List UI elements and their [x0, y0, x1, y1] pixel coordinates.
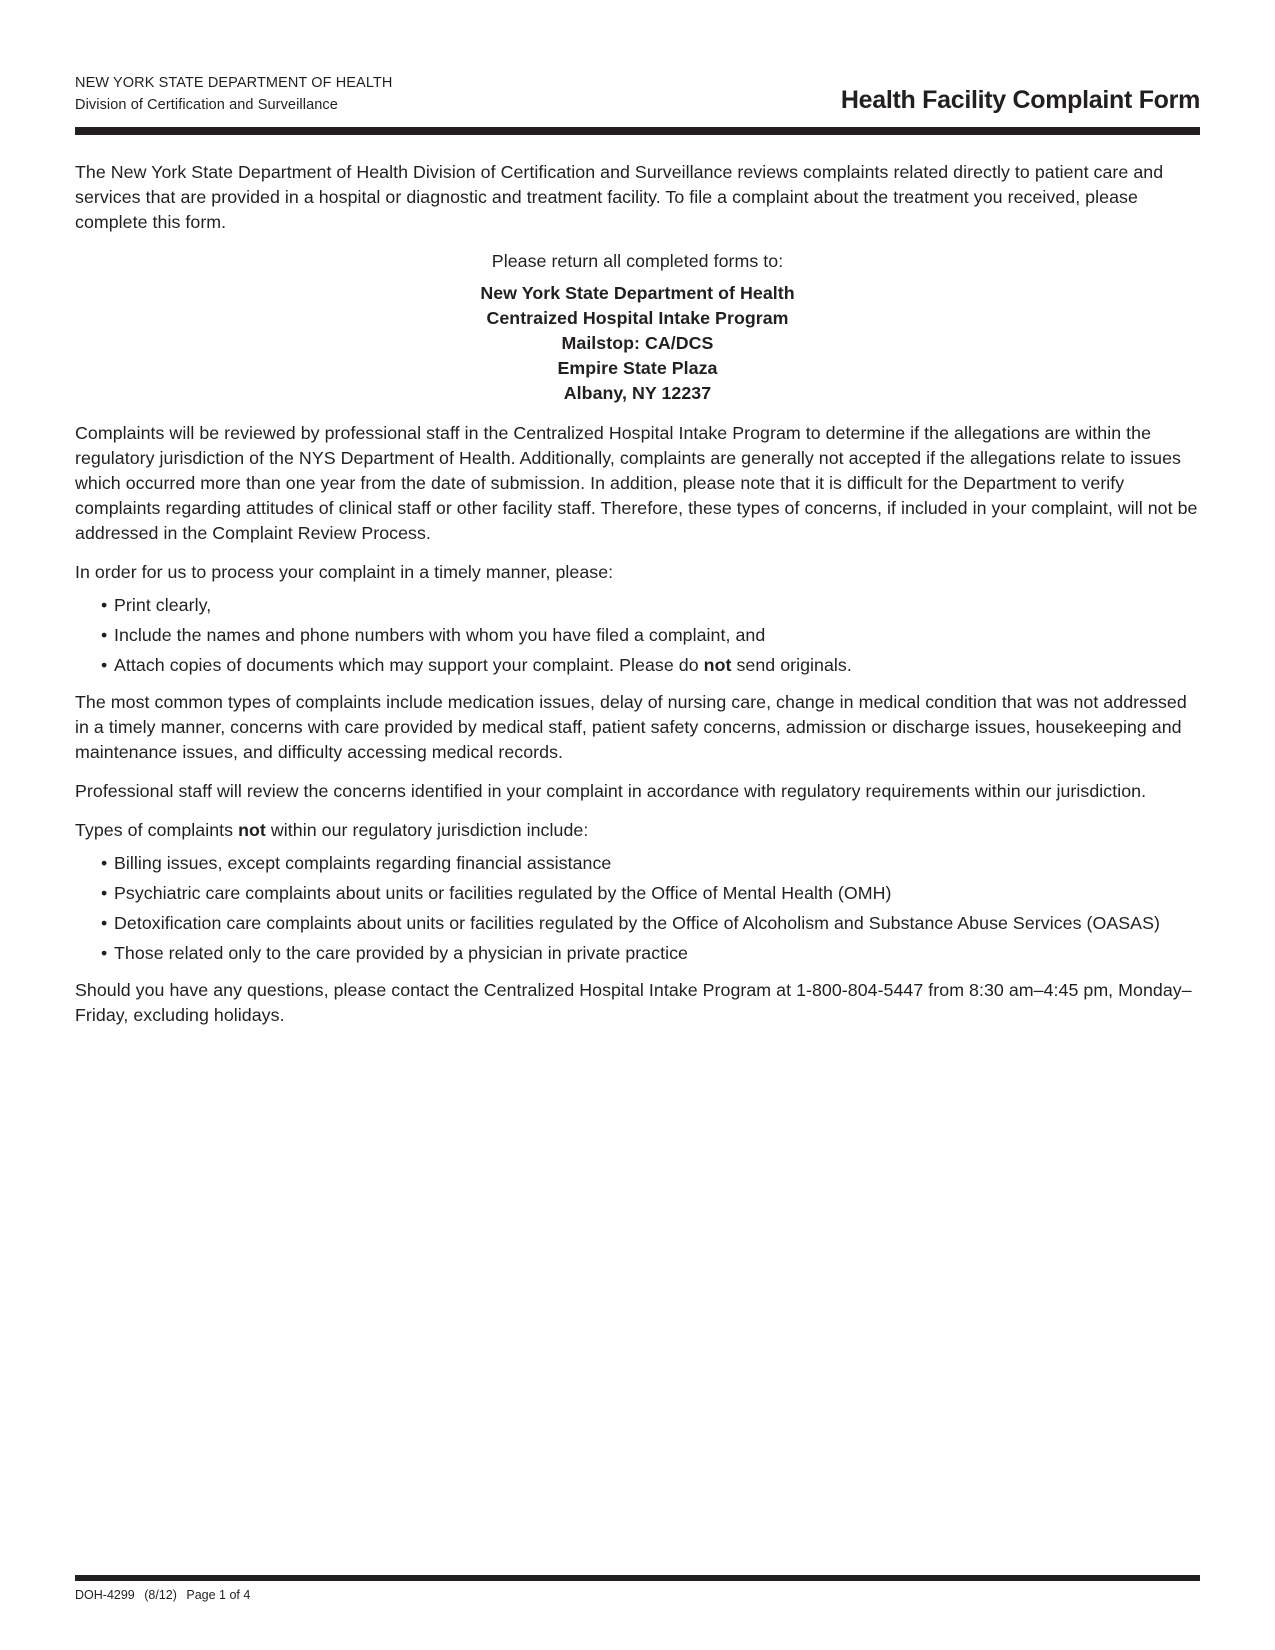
page-number: Page 1 of 4 [186, 1588, 251, 1602]
address-line: Mailstop: CA/DCS [561, 333, 714, 353]
bullet-icon: • [101, 883, 108, 903]
address-line: Albany, NY 12237 [563, 383, 712, 403]
address-line: Centraized Hospital Intake Program [486, 308, 789, 328]
not-within-intro [75, 818, 1200, 843]
division-name: Division of Certification and Surveillance [75, 97, 338, 113]
list-item-text: send originals. [731, 655, 852, 675]
bullet-icon: • [101, 913, 108, 933]
bullet-icon: • [101, 853, 108, 873]
bullet-icon: • [101, 625, 108, 645]
process-intro: In order for us to process your complaint in a timely manner, please: [75, 562, 614, 582]
contact-paragraph: Should you have any questions, please contact the Centralized Hospital Intake Program at 1-800-804-5447 from 8:30 am–4:45 pm, Monday–Friday, excluding holidays. [75, 980, 1192, 1025]
bullet-icon: • [101, 595, 108, 615]
list-item [101, 911, 1200, 936]
list-item [101, 851, 1200, 876]
emphasis-not: not [238, 820, 266, 840]
process-list [75, 593, 1200, 678]
form-revision: (8/12) [144, 1588, 177, 1602]
form-title: Health Facility Complaint Form [840, 86, 1200, 114]
agency-block [75, 72, 392, 116]
address-line: Empire State Plaza [557, 358, 718, 378]
page-footer [75, 1588, 256, 1602]
mailing-address [75, 281, 1200, 406]
list-item [101, 623, 1200, 648]
not-within-intro-text: Types of complaints [75, 820, 239, 840]
list-item [101, 653, 1200, 678]
list-item [101, 941, 1200, 966]
return-address-block [75, 249, 1200, 406]
emphasis-not: not [703, 655, 732, 675]
footer-rule [75, 1575, 1200, 1581]
form-number: DOH-4299 [75, 1588, 135, 1602]
list-item-text: Psychiatric care complaints about units or facilities regulated by the Office of Mental Health (OMH) [114, 883, 892, 903]
list-item-text: Include the names and phone numbers with whom you have filed a complaint, and [114, 625, 766, 645]
common-types-paragraph: The most common types of complaints include medication issues, delay of nursing care, change in medical condition that was not addressed in a timely manner, concerns with care provided by medical staff, patient safety concerns, admission or discharge issues, housekeeping and maintenance issues, and difficulty accessing medical records. [75, 692, 1187, 762]
professional-staff-paragraph: Professional staff will review the concerns identified in your complaint in accordance with regulatory requirements within our jurisdiction. [75, 781, 1147, 801]
header-rule [75, 127, 1200, 135]
agency-name: NEW YORK STATE DEPARTMENT OF HEALTH [75, 75, 393, 91]
list-item-text: Those related only to the care provided by a physician in private practice [114, 943, 689, 963]
intro-paragraph: The New York State Department of Health Division of Certification and Surveillance reviews complaints related directly to patient care and services that are provided in a hospital or diagnostic and treatment facility. To file a complaint about the treatment you received, please complete this form. [75, 162, 1164, 232]
list-item [101, 593, 1200, 618]
bullet-icon: • [101, 655, 108, 675]
list-item-text: Print clearly, [114, 595, 212, 615]
list-item-text: Billing issues, except complaints regarding financial assistance [114, 853, 612, 873]
list-item [101, 881, 1200, 906]
form-body [75, 160, 1200, 1042]
list-item-text: Attach copies of documents which may support your complaint. Please do [114, 655, 704, 675]
bullet-icon: • [101, 943, 108, 963]
review-paragraph: Complaints will be reviewed by professional staff in the Centralized Hospital Intake Program to determine if the allegations are within the regulatory jurisdiction of the NYS Department of Health. Additionally, complaints are generally not accepted if the allegations relate to issues which occurred more than one year from the date of submission. In addition, please note that it is difficult for the Department to verify complaints regarding attitudes of clinical staff or other facility staff. Therefore, these types of concerns, if included in your complaint, will not be addressed in the Complaint Review Process. [75, 423, 1198, 543]
page-header [75, 72, 1200, 120]
return-intro: Please return all completed forms to: [491, 251, 784, 271]
exclusions-list [75, 851, 1200, 966]
not-within-intro-text: within our regulatory jurisdiction include: [265, 820, 589, 840]
list-item-text: Detoxification care complaints about units or facilities regulated by the Office of Alcoholism and Substance Abuse Services (OASAS) [114, 913, 1160, 933]
address-line: New York State Department of Health [480, 283, 795, 303]
